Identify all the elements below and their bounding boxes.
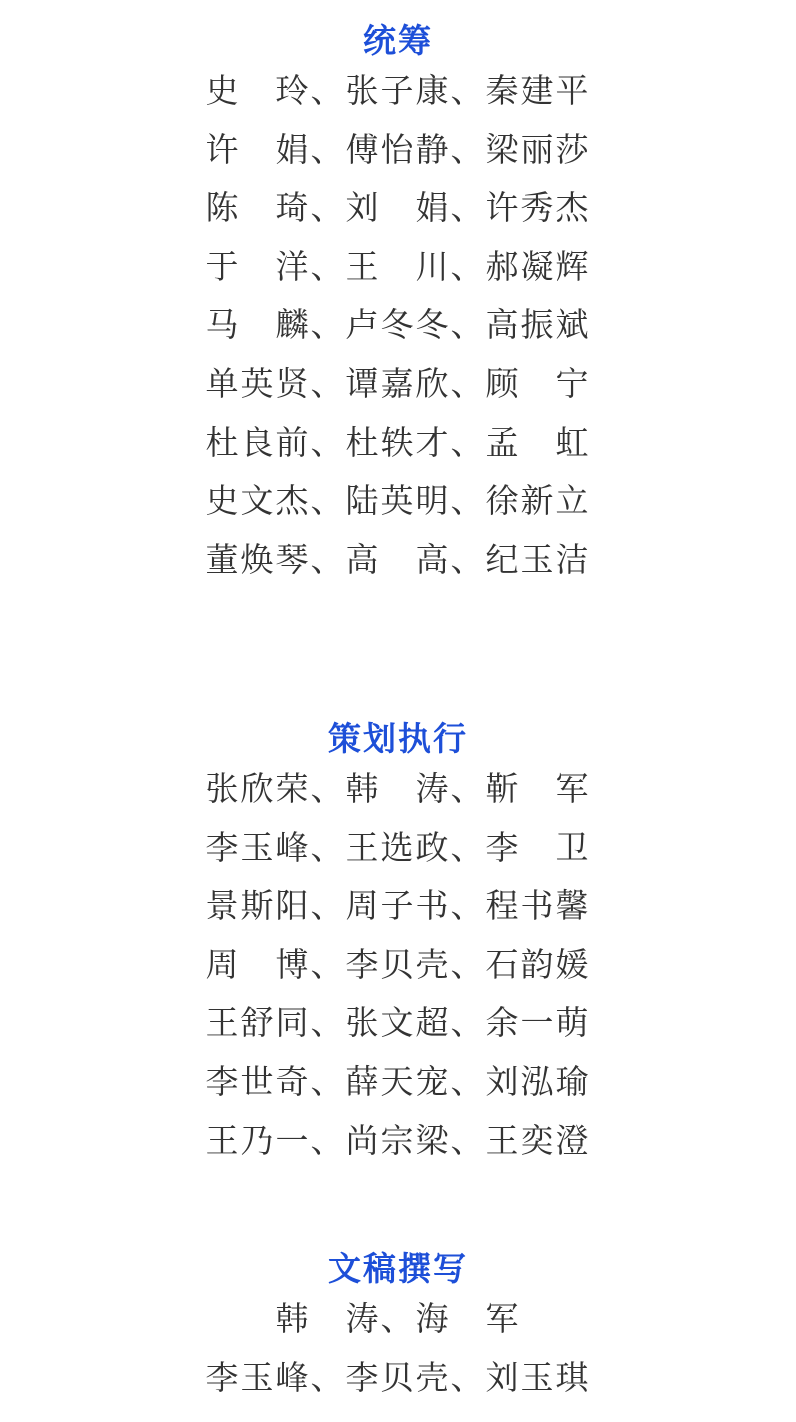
name-line: 王舒同、张文超、余一萌 bbox=[205, 1003, 591, 1043]
name-line: 张欣荣、韩 涛、靳 军 bbox=[205, 769, 591, 808]
section-title: 策划执行 bbox=[328, 719, 468, 758]
section-copywriting bbox=[0, 1248, 796, 1407]
name-list bbox=[0, 760, 796, 1170]
name-list bbox=[0, 1290, 796, 1407]
name-line: 李世奇、薛天宠、刘泓瑜 bbox=[205, 1061, 591, 1101]
name-line: 韩 涛、海 军 bbox=[275, 1299, 521, 1338]
section-planning-execution bbox=[0, 718, 796, 1170]
name-line: 李玉峰、王选政、李 卫 bbox=[205, 827, 591, 867]
name-line: 史 玲、张子康、秦建平 bbox=[205, 71, 591, 110]
section-title: 文稿撰写 bbox=[328, 1249, 468, 1288]
name-line: 周 博、李贝壳、石韵媛 bbox=[205, 944, 591, 984]
section-coordination bbox=[0, 20, 796, 589]
name-line: 陈 琦、刘 娟、许秀杰 bbox=[205, 188, 591, 228]
name-line: 史文杰、陆英明、徐新立 bbox=[205, 481, 591, 521]
name-line: 杜良前、杜轶才、孟 虹 bbox=[205, 422, 591, 462]
name-line: 马 麟、卢冬冬、高振斌 bbox=[205, 305, 591, 345]
name-line: 许 娟、傅怡静、梁丽莎 bbox=[205, 129, 591, 169]
name-line: 景斯阳、周子书、程书馨 bbox=[205, 886, 591, 926]
name-line: 于 洋、王 川、郝凝辉 bbox=[205, 246, 591, 286]
section-title: 统筹 bbox=[363, 21, 433, 60]
name-line: 李玉峰、李贝壳、刘玉琪 bbox=[205, 1357, 591, 1397]
name-line: 董焕琴、高 高、纪玉洁 bbox=[205, 539, 591, 579]
name-list bbox=[0, 62, 796, 589]
name-line: 王乃一、尚宗梁、王奕澄 bbox=[205, 1120, 591, 1160]
name-line: 单英贤、谭嘉欣、顾 宁 bbox=[205, 363, 591, 403]
